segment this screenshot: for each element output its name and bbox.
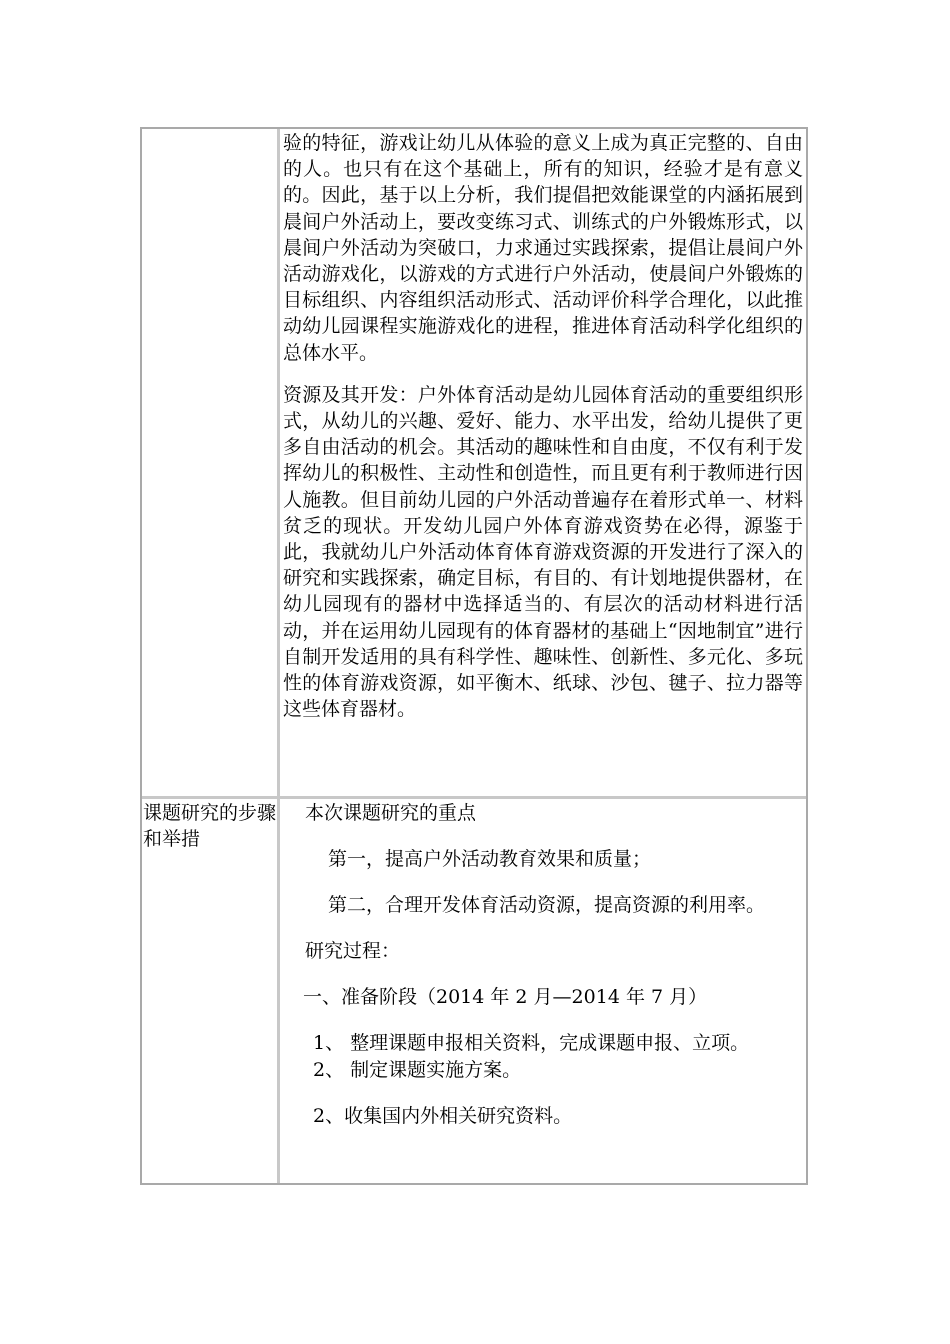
process-title: 研究过程： [305, 940, 401, 962]
paragraph-play-features: 验的特征，游戏让幼儿从体验的意义上成为真正完整的、自由的人。也只有在这个基础上，所有的知识，经验才是有意义的。因此，基于以上分析，我们提倡把效能课堂的内涵拓展到晨间户外活动上，要改变练习式、训练式的户外锻炼形式，以晨间户外活动为突破口，力求通过实践探索，提倡让晨间户外活动游戏化，以游戏的方式进行户外活动，使晨间户外锻炼的目标组织、内容组织活动形式、活动评价科学合理化，以此推动幼儿园课程实施游戏化的进程，推进体育活动科学化组织的总体水平。 [283, 132, 803, 364]
row2-label-cell [143, 800, 276, 1183]
row2-content-cell [283, 800, 805, 1183]
focus-title: 本次课题研究的重点 [305, 802, 477, 824]
stage-1-item-1: 1、 整理课题申报相关资料，完成课题申报、立项。 [313, 1032, 750, 1054]
stage-1-heading: 一、准备阶段（2014 年 2 月—2014 年 7 月） [303, 986, 708, 1008]
stage-1-item-3: 2、收集国内外相关研究资料。 [313, 1105, 573, 1127]
focus-item-2: 第二，合理开发体育活动资源，提高资源的利用率。 [328, 894, 766, 916]
paragraph-resources: 资源及其开发：户外体育活动是幼儿园体育活动的重要组织形式，从幼儿的兴趣、爱好、能力、水平出发，给幼儿提供了更多自由活动的机会。其活动的趣味性和自由度，不仅有利于发挥幼儿的积极性、主动性和创造性，而且更有利于教师进行因人施教。但目前幼儿园的户外活动普遍存在着形式单一、材料贫乏的现状。开发幼儿园户外体育游戏资势在必得，源鉴于此，我就幼儿户外活动体育体育游戏资源的开发进行了深入的研究和实践探索，确定目标，有目的、有计划地提供器材，在幼儿园现有的器材中选择适当的、有层次的活动材料进行活动，并在运用幼儿园现有的体育器材的基础上“因地制宜”进行自制开发适用的具有科学性、趣味性、创新性、多元化、多玩性的体育游戏资源，如平衡木、纸球、沙包、毽子、拉力器等这些体育器材。 [283, 383, 803, 721]
focus-item-1: 第一，提高户外活动教育效果和质量； [328, 848, 652, 870]
column-divider [277, 129, 280, 1183]
row2-label: 课题研究的步骤和举措 [143, 802, 277, 850]
row-divider [142, 796, 806, 799]
stage-1-item-2: 2、 制定课题实施方案。 [313, 1059, 522, 1081]
row1-content-cell [283, 130, 803, 790]
row1-label-cell [142, 129, 277, 796]
